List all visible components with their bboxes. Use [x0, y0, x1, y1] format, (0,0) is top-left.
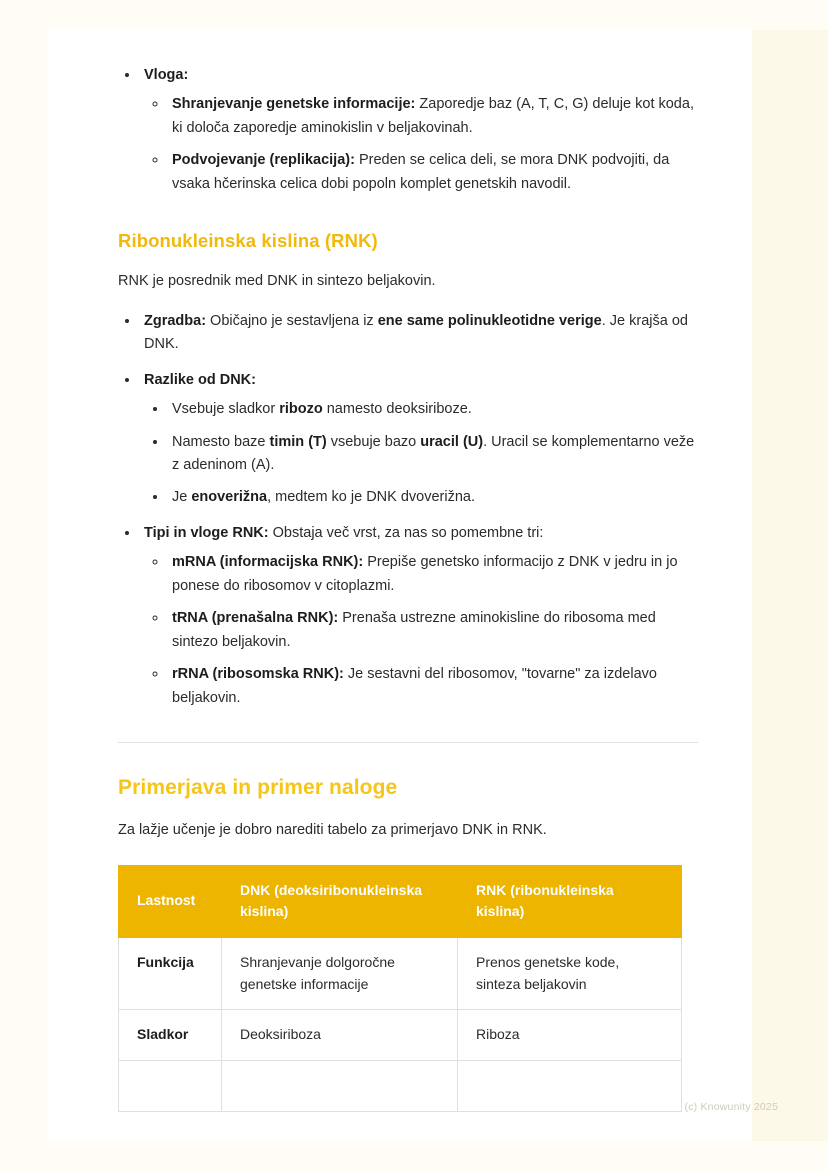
list-item: [140, 64, 698, 196]
primerjava-intro-paragraph: Za lažje učenje je dobro narediti tabelo za primerjavo DNK in RNK.: [118, 822, 547, 839]
table-header-row: [119, 865, 682, 937]
list-item: [168, 93, 698, 140]
rnk-intro-paragraph: RNK je posrednik med DNK in sintezo beljakovin.: [118, 273, 436, 290]
zgradba-bold-mid: ene same polinukleotidne verige: [377, 312, 602, 329]
tipi-sublist: [144, 551, 698, 710]
tipi-item-term: rRNA (ribosomska RNK):: [172, 666, 344, 683]
list-item: [168, 663, 698, 710]
zgradba-text-before: Običajno je sestavljena iz: [206, 312, 378, 329]
watermark: (c) Knowunity 2025: [684, 1101, 778, 1113]
table-cell-rowhead: Sladkor: [119, 1010, 222, 1061]
razlike-bold: enoverižna: [191, 489, 268, 506]
table-cell: Prenos genetske kode, sinteza beljakovin: [458, 937, 682, 1009]
table-cell-rowhead: Funkcija: [119, 937, 222, 1009]
subitem-text: Preden se celica deli, se mora DNK podvojiti, da vsaka hčerinska celica dobi popoln komplet genetskih navodil.: [172, 152, 670, 192]
table-cell: [458, 1061, 682, 1112]
table-cell: Shranjevanje dolgoročne genetske informacije: [222, 937, 458, 1009]
razlike-pre: Je: [172, 489, 192, 506]
list-item: [168, 607, 698, 654]
tipi-text: Obstaja več vrst, za nas so pomembne tri:: [268, 524, 544, 541]
subitem-term: Shranjevanje genetske informacije:: [172, 96, 416, 113]
razlike-pre: Vsebuje sladkor: [172, 401, 280, 418]
list-item: [168, 398, 698, 421]
tipi-item-term: tRNA (prenašalna RNK):: [172, 610, 339, 627]
right-margin-strip: [752, 30, 828, 1141]
table-cell: Riboza: [458, 1010, 682, 1061]
table-cell-rowhead: [119, 1061, 222, 1112]
section-divider: [118, 742, 698, 743]
comparison-table: [118, 865, 682, 1112]
document-content: [118, 64, 698, 1112]
subitem-term: Podvojevanje (replikacija):: [172, 152, 355, 169]
list-item: [168, 149, 698, 196]
table-cell: Deoksiriboza: [222, 1010, 458, 1061]
vloga-label: Vloga:: [144, 67, 189, 83]
rnk-main-list: [118, 310, 698, 711]
razlike-post: , medtem ko je DNK dvoverižna.: [267, 489, 476, 506]
razlike-pre: Namesto baze: [172, 433, 270, 450]
table-row: [119, 1061, 682, 1112]
vloga-list: [118, 64, 698, 196]
section-heading-primerjava: Primerjava in primer naloge: [118, 776, 398, 800]
list-item: [168, 551, 698, 598]
zgradba-text-after: . Je krajša od DNK.: [144, 312, 688, 353]
tipi-item-term: mRNA (informacijska RNK):: [172, 554, 364, 571]
table-row: [119, 1010, 682, 1061]
razlike-mid: vsebuje bazo: [326, 433, 421, 450]
razlike-bold: ribozo: [279, 401, 323, 418]
table-header-cell: RNK (ribonukleinska kislina): [458, 865, 682, 937]
table-cell: [222, 1061, 458, 1112]
subitem-text: Zaporedje baz (A, T, C, G) deluje kot koda, ki določa zaporedje aminokislin v beljakovinah.: [172, 96, 694, 136]
razlike-post: namesto deoksiriboze.: [322, 401, 472, 418]
razlike-sublist: [144, 398, 698, 510]
tipi-item-text: Prepiše genetsko informacijo z DNK v jedru in jo ponese do ribosomov v citoplazmi.: [172, 554, 678, 594]
tipi-term: Tipi in vloge RNK:: [144, 524, 269, 541]
table-header-cell: Lastnost: [119, 865, 222, 937]
razlike-bold: timin (T): [269, 433, 327, 450]
razlike-post: . Uracil se komplementarno veže z adeninom (A).: [172, 433, 695, 473]
vloga-sublist: [144, 93, 698, 196]
razlike-term: Razlike od DNK:: [144, 371, 256, 388]
table-row: [119, 937, 682, 1009]
table-header-cell: DNK (deoksiribonukleinska kislina): [222, 865, 458, 937]
tipi-item-text: Je sestavni del ribosomov, "tovarne" za izdelavo beljakovin.: [172, 666, 657, 706]
list-item: [168, 431, 698, 478]
document-clip: [48, 30, 752, 1141]
section-heading-rnk: Ribonukleinska kislina (RNK): [118, 230, 378, 252]
list-item-zgradba: [140, 310, 698, 357]
list-item-tipi: [140, 522, 698, 710]
razlike-bold-2: uracil (U): [420, 433, 484, 450]
list-item: [168, 486, 698, 509]
list-item-razlike: [140, 369, 698, 510]
tipi-item-text: Prenaša ustrezne aminokisline do ribosoma med sintezo beljakovin.: [172, 610, 656, 650]
zgradba-term: Zgradba:: [144, 312, 207, 329]
